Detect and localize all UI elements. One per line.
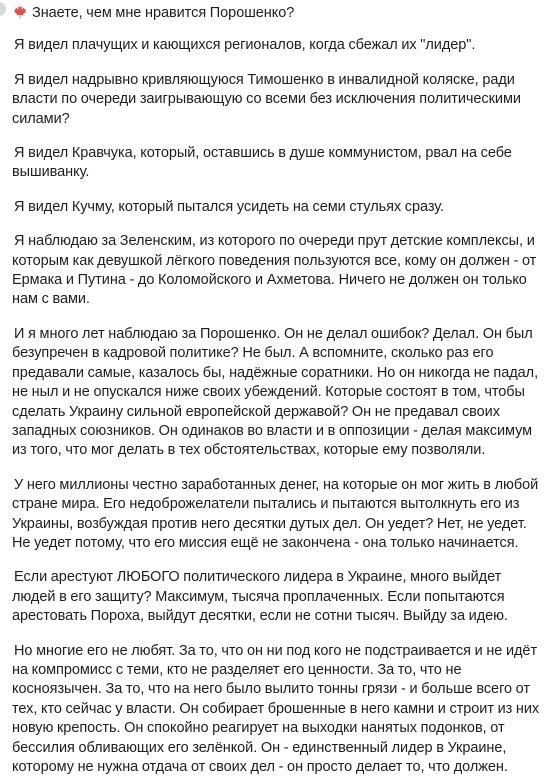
post-paragraph: У него миллионы честно заработанных денег, на которые он мог жить в любой стране мира. Его недоброжелатели пытались и пытаются вытолкнуть его из Украины, возбуждая против него десятки дутых дел. Он уедет? Нет, не уедет. Не уедет потому, что его миссия ещё не закончена - она только начинается. xyxy=(12,476,539,551)
avatar[interactable] xyxy=(0,2,6,16)
post-paragraph: Я видел Кравчука, который, оставшись в душе коммунистом, рвал на себе вышиванку. xyxy=(12,145,512,181)
post-paragraph: Я видел плачущих и кающихся регионалов, когда сбежал их "лидер". xyxy=(14,37,476,54)
post-paragraph: Но многие его не любят. За то, что он ни под кого не подстраивается и не идёт на компромисс с теми, кто не разделяет его ценности. За то, что не косноязычен. За то, что на него было вылито тонны грязи - и больше всего от тех, кто сейчас у власти. Он собирает брошенные в него камни и строит из них новую крепость. Он спокойно реагирует на выходки нанятых подонков, от бессилия обливающих его зелёнкой. Он - единственный лидер в Украине, которому не нужна отдача от своих дел - он просто делает то, что должен. xyxy=(12,642,540,775)
post-paragraph: Я видел Кучму, который пытался усидеть на семи стульях сразу. xyxy=(14,198,445,215)
post-paragraph-intro xyxy=(12,4,546,23)
maple-leaf-icon xyxy=(12,4,27,19)
post-text xyxy=(12,4,546,777)
post-paragraph: Я наблюдаю за Зеленским, из которого по очереди прут детские комплексы, и которым как девушкой лёгкого поведения пользуются все, кому он должен - от Ермака и Путина - до Коломойского и Ахметова. Ничего не должен он только нам с вами. xyxy=(12,233,537,308)
post-paragraph: Я видел надрывно кривляющуюся Тимошенко в инвалидной коляске, ради власти по очереди заигрывающую со всеми без исключения политическими силами? xyxy=(12,71,521,127)
post-paragraph: И я много лет наблюдаю за Порошенко. Он не делал ошибок? Делал. Он был безупречен в кадровой политике? Не был. А вспомните, сколько раз его предавали самые, казалось бы, надёжные соратники. Но он никогда не падал, не ныл и не опускался ниже своих убеждений. Которые состоят в том, чтобы сделать Украину сильной европейской державой? Он не предавал своих западных союзников. Он одинаков во власти и в оппозиции - делая максимум из того, что мог делать в тех обстоятельствах, которые ему позволяли. xyxy=(12,325,539,459)
post-paragraph-text: Знаете, чем мне нравится Порошенко? xyxy=(32,5,295,21)
post-paragraph: Если арестуют ЛЮБОГО политического лидера в Украине, много выйдет людей в его защиту? Максимум, тысяча проплаченных. Если попытаются арестовать Пороха, выйдут десятки, если не сотни тысяч. Выйду за идею. xyxy=(12,569,508,625)
